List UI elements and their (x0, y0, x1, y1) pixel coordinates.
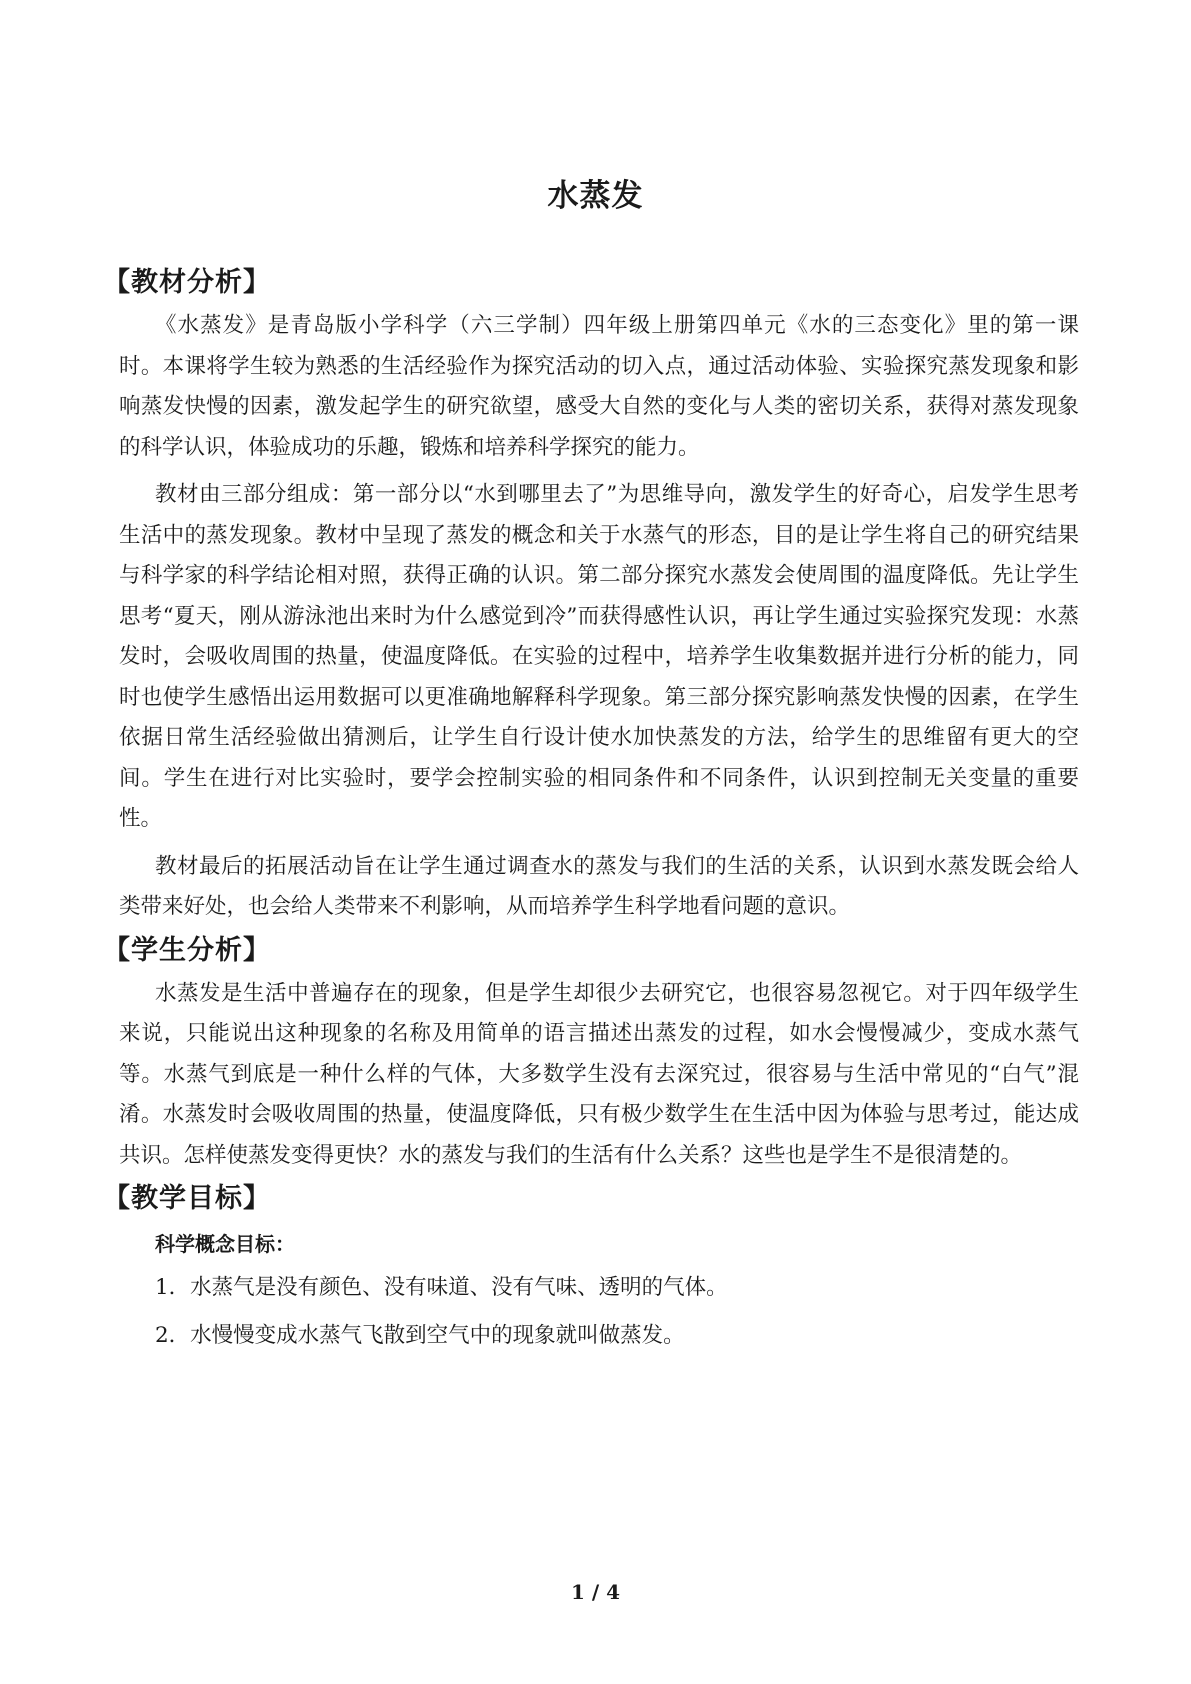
paragraph-textbook-analysis-1: 《水蒸发》是青岛版小学科学（六三学制）四年级上册第四单元《水的三态变化》里的第一课时。本课将学生较为熟悉的生活经验作为探究活动的切入点，通过活动体验、实验探究蒸发现象和影响蒸发快慢的因素，激发起学生的研究欲望，感受大自然的变化与人类的密切关系，获得对蒸发现象的科学认识，体验成功的乐趣，锻炼和培养科学探究的能力。 (119, 313, 1079, 460)
section-heading-student-analysis: 【学生分析】 (103, 934, 271, 966)
paragraph-textbook-analysis-3: 教材最后的拓展活动旨在让学生通过调查水的蒸发与我们的生活的关系，认识到水蒸发既会给人类带来好处，也会给人类带来不利影响，从而培养学生科学地看问题的意识。 (119, 853, 1079, 919)
subheading-science-concept-goals: 科学概念目标： (155, 1232, 295, 1256)
document-title: 水蒸发 (547, 178, 644, 214)
paragraph-student-analysis-1: 水蒸发是生活中普遍存在的现象，但是学生却很少去研究它，也很容易忽视它。对于四年级学生来说，只能说出这种现象的名称及用简单的语言描述出蒸发的过程，如水会慢慢减少，变成水蒸气等。水蒸气到底是一种什么样的气体，大多数学生没有去深究过，很容易与生活中常见的“白气”混淆。水蒸发时会吸收周围的热量，使温度降低，只有极少数学生在生活中因为体验与思考过，能达成共识。怎样使蒸发变得更快？水的蒸发与我们的生活有什么关系？这些也是学生不是很清楚的。 (119, 980, 1079, 1168)
goal-item-1: 1．水蒸气是没有颜色、没有味道、没有气味、透明的气体。 (155, 1275, 728, 1300)
document-body (0, 262, 1191, 1356)
section-heading-teaching-goals: 【教学目标】 (103, 1183, 271, 1214)
page-number: 1 / 4 (570, 1580, 621, 1604)
goal-item-2: 2．水慢慢变成水蒸气飞散到空气中的现象就叫做蒸发。 (155, 1323, 685, 1348)
paragraph-textbook-analysis-2: 教材由三部分组成：第一部分以“水到哪里去了”为思维导向，激发学生的好奇心，启发学生思考生活中的蒸发现象。教材中呈现了蒸发的概念和关于水蒸气的形态，目的是让学生将自己的研究结果与科学家的科学结论相对照，获得正确的认识。第二部分探究水蒸发会使周围的温度降低。先让学生思考“夏天，刚从游泳池出来时为什么感觉到冷”而获得感性认识，再让学生通过实验探究发现：水蒸发时，会吸收周围的热量，使温度降低。在实验的过程中，培养学生收集数据并进行分析的能力，同时也使学生感悟出运用数据可以更准确地解释科学现象。第三部分探究影响蒸发快慢的因素，在学生依据日常生活经验做出猜测后，让学生自行设计使水加快蒸发的方法，给学生的思维留有更大的空间。学生在进行对比实验时，要学会控制实验的相同条件和不同条件，认识到控制无关变量的重要性。 (119, 482, 1079, 831)
section-heading-textbook-analysis: 【教材分析】 (103, 267, 271, 298)
